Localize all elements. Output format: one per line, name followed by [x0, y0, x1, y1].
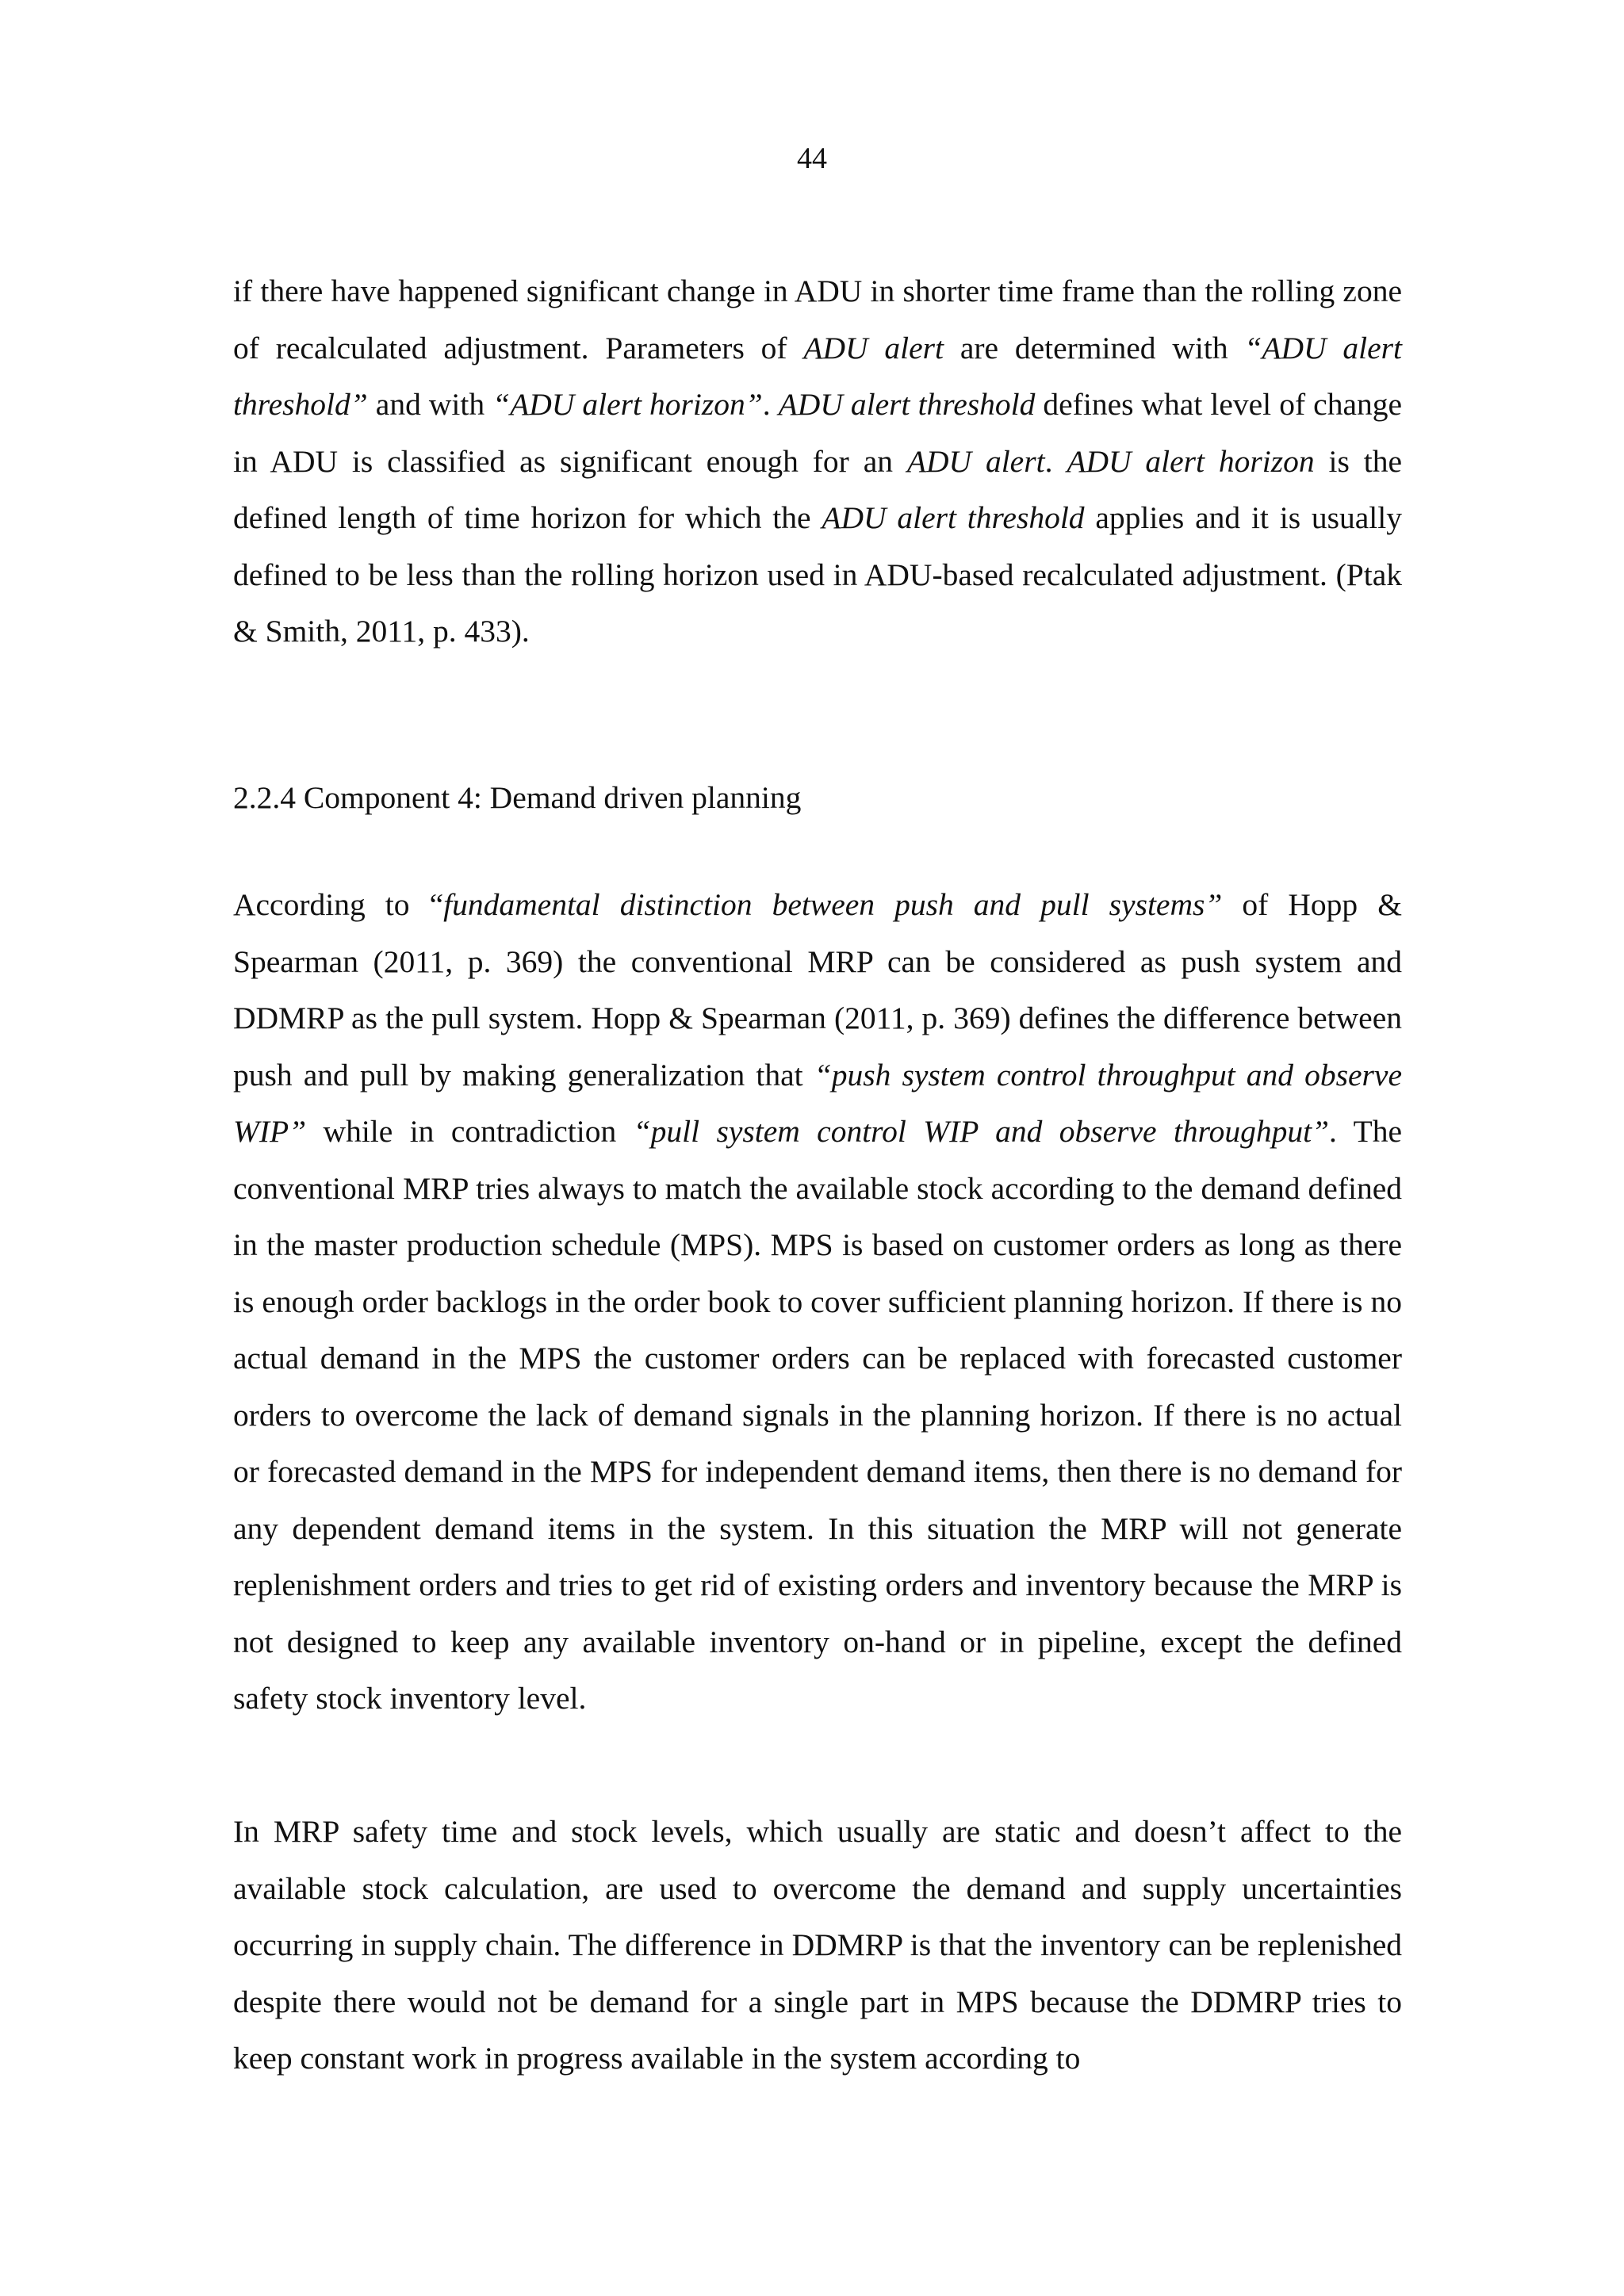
paragraph-text	[233, 263, 1402, 660]
paragraph-text: In MRP safety time and stock levels, which usually are static and doesn’t affect to the available stock calculation, are used to overcome the demand and supply uncertainties occurring in supply chain. The difference in DDMRP is that the inventory can be replenished despite there would not be demand for a single part in MPS because the DDMRP tries to keep constant work in progress available in the system according to	[233, 1814, 1402, 2076]
italic-term: ADU alert horizon	[1067, 443, 1315, 479]
paragraph-safety-stock	[233, 1804, 1402, 2087]
text-run: According to “	[233, 887, 444, 922]
text-run: while in contradiction	[306, 1114, 634, 1149]
italic-term: “ADU alert horizon”	[492, 387, 763, 422]
italic-term: “ADU alert threshold”	[233, 330, 1402, 422]
text-run: .	[762, 387, 779, 422]
paragraph-push-pull	[233, 877, 1402, 1728]
italic-term: ADU alert threshold	[778, 387, 1036, 422]
text-run: is the defined length of time horizon for which the	[233, 443, 1402, 535]
italic-term: ADU alert	[906, 443, 1045, 479]
paragraph-adu-alert	[233, 263, 1402, 660]
text-run: applies and it is usually defined to be less than the rolling horizon used in ADU-based recalculated adjustment. (Ptak & Smith, 2011, p. 433).	[233, 500, 1402, 649]
italic-quote: “pull system control WIP and observe throughput”	[633, 1114, 1330, 1149]
italic-term: ADU alert	[803, 330, 944, 365]
text-run: and with	[367, 387, 493, 422]
page-number: 44	[797, 142, 827, 175]
text-run: defines what level of change in ADU is classified as significant enough for an	[233, 387, 1403, 479]
text-run: . The conventional MRP tries always to match the available stock according to the demand defined in the master production schedule (MPS). MPS is based on customer orders as long as there is enough order backlogs in the order book to cover sufficient planning horizon. If there is no actual demand in the MPS the customer orders can be replaced with forecasted customer orders to overcome the lack of demand signals in the planning horizon. If there is no actual or forecasted demand in the MPS for independent demand items, then there is no demand for any dependent demand items in the system. In this situation the MRP will not generate replenishment orders and tries to get rid of existing orders and inventory because the MRP is not designed to keep any available inventory on-hand or in pipeline, except the defined safety stock inventory level.	[233, 1114, 1403, 1716]
paragraph-text	[233, 877, 1402, 1728]
text-run: .	[1044, 443, 1067, 479]
text-run: are determined with	[944, 330, 1245, 365]
italic-term: ADU alert threshold	[822, 500, 1085, 535]
section-heading	[233, 770, 1402, 827]
italic-quote: fundamental distinction between push and pull systems”	[443, 887, 1223, 922]
italic-quote: “push system control throughput and observe WIP”	[233, 1057, 1402, 1149]
text-run: of Hopp & Spearman (2011, p. 369) the conventional MRP can be considered as push system and DDMRP as the pull system. Hopp & Spearman (2011, p. 369) defines the difference between push and pull by making generalization that	[233, 887, 1402, 1093]
text-run: if there have happened significant change in ADU in shorter time frame than the rolling zone of recalculated adjustment. Parameters of	[233, 274, 1402, 365]
heading-text: 2.2.4 Component 4: Demand driven planning	[233, 780, 802, 815]
